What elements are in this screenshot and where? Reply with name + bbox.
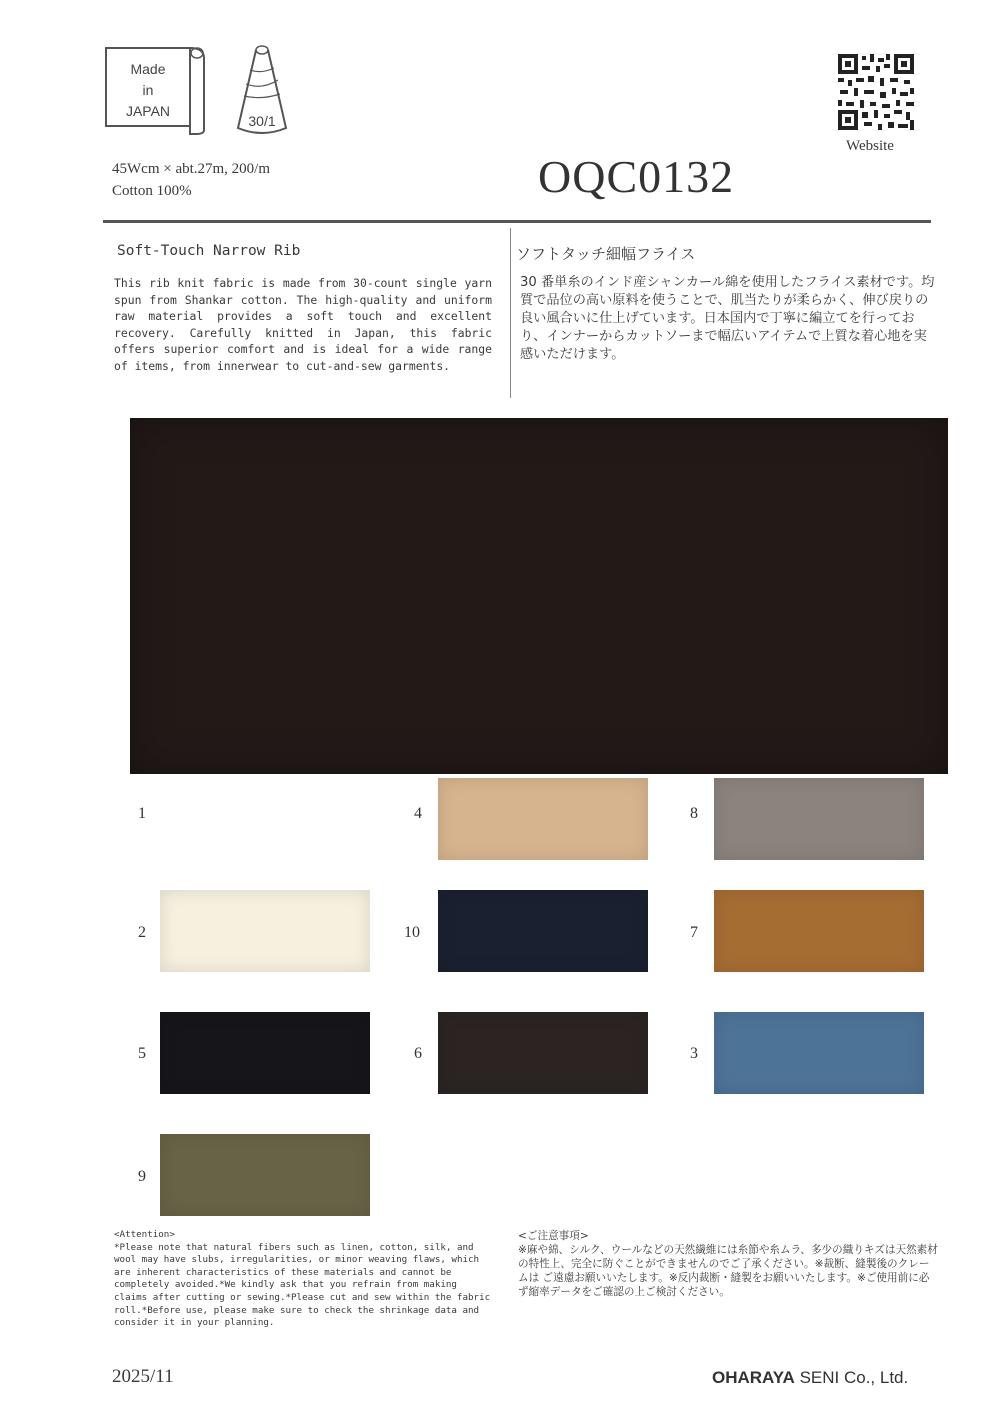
color-number-3: 3 bbox=[690, 1045, 698, 1062]
color-number-10: 10 bbox=[404, 924, 420, 941]
color-swatch-1 bbox=[160, 778, 370, 860]
color-swatch-4 bbox=[438, 778, 648, 860]
svg-text:in: in bbox=[142, 82, 154, 98]
column-divider bbox=[510, 228, 511, 398]
company-name-rest: SENI Co., Ltd. bbox=[799, 1368, 909, 1387]
attention-title-jp: <ご注意事項> bbox=[518, 1230, 589, 1242]
website-label: Website bbox=[846, 138, 894, 154]
product-title-jp: ソフトタッチ細幅フライス bbox=[516, 245, 696, 263]
main-fabric-swatch bbox=[130, 418, 948, 774]
issue-date: 2025/11 bbox=[112, 1366, 174, 1387]
website-qr-code[interactable] bbox=[836, 52, 916, 132]
yarn-cone-icon bbox=[234, 44, 290, 140]
company-name-bold: OHARAYA bbox=[712, 1368, 795, 1387]
color-swatch-6 bbox=[438, 1012, 648, 1094]
attention-title-en: <Attention> bbox=[114, 1229, 175, 1240]
color-swatch-8 bbox=[714, 778, 924, 860]
color-swatch-9 bbox=[160, 1134, 370, 1216]
made-in-japan-roll-icon bbox=[104, 46, 208, 136]
company-name bbox=[712, 1368, 908, 1388]
spec-composition: Cotton 100% bbox=[112, 183, 192, 199]
product-title-en: Soft-Touch Narrow Rib bbox=[117, 243, 301, 259]
color-swatch-5 bbox=[160, 1012, 370, 1094]
attention-jp bbox=[518, 1229, 938, 1299]
attention-text-jp: ※麻や綿、シルク、ウールなどの天然繊維には糸節や糸ムラ、多少の織りキズは天然素材の特性上、完全に防ぐことができませんのでご了承ください。※裁断、縫製後のクレームは ご遠慮お願いいたします。※反内裁断・縫製をお願いいたします。※ご使用前に必ず縮率データをご確認の上ご検討ください。 bbox=[518, 1244, 938, 1298]
fabric-spec bbox=[112, 158, 270, 202]
product-code: OQC0132 bbox=[538, 151, 735, 202]
color-number-1: 1 bbox=[138, 805, 146, 822]
svg-text:Made: Made bbox=[130, 61, 166, 77]
product-description-jp: 30 番単糸のインド産シャンカール綿を使用したフライス素材です。均質で品位の高い原料を使うことで、肌当たりが柔らかく、伸び戻りの良い風合いに仕上げています。日本国内で丁寧に編立てを行っており、インナーからカットソーまで幅広いアイテムで上質な着心地を実感いただけます。 bbox=[520, 275, 935, 362]
color-swatch-7 bbox=[714, 890, 924, 972]
color-number-2: 2 bbox=[138, 924, 146, 941]
color-number-4: 4 bbox=[414, 805, 422, 822]
spec-dimensions: 45Wcm × abt.27m, 200/m bbox=[112, 161, 271, 177]
color-number-8: 8 bbox=[690, 805, 698, 822]
color-swatch-2 bbox=[160, 890, 370, 972]
color-number-9: 9 bbox=[138, 1168, 146, 1185]
color-swatch-3 bbox=[714, 1012, 924, 1094]
header-divider bbox=[103, 220, 931, 223]
attention-text-en: *Please note that natural fibers such as linen, cotton, silk, and wool may have slubs, irregularities, or minor weaving flaws, which are inherent characteristics of these materials and cannot be completely avoided.*We kindly ask that you refrain from making claims after cutting or sewing.*Please cut and sew within the fabric roll.*Before use, please make sure to check the shrinkage data and consider it in your planning. bbox=[114, 1241, 491, 1329]
color-number-5: 5 bbox=[138, 1045, 146, 1062]
color-number-6: 6 bbox=[414, 1045, 422, 1062]
attention-en bbox=[114, 1229, 494, 1330]
svg-text:JAPAN: JAPAN bbox=[125, 103, 171, 119]
color-swatch-10 bbox=[438, 890, 648, 972]
svg-text:30/1: 30/1 bbox=[248, 113, 276, 129]
color-number-7: 7 bbox=[690, 924, 698, 941]
product-description-en: This rib knit fabric is made from 30-count single yarn spun from Shankar cotton. The high-quality and uniform raw material provides a soft touch and excellent recovery. Carefully knitted in Japan, this fabric offers superior comfort and is ideal for a wide range of items, from innerwear to cut-and-sew garments. bbox=[114, 276, 492, 373]
